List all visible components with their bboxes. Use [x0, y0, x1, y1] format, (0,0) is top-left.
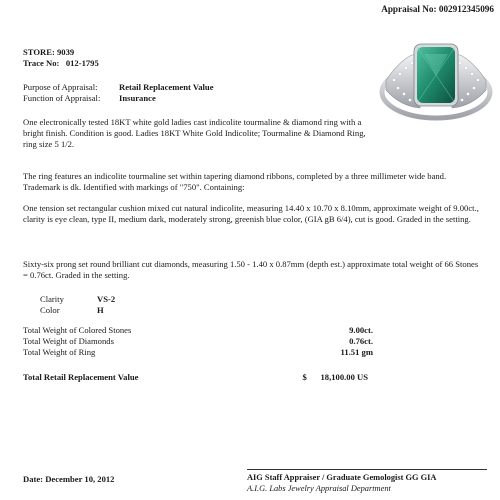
appraisal-date: Date: December 10, 2012	[23, 474, 115, 484]
weight-row	[23, 325, 373, 336]
features-paragraph: The ring features an indicolite tourmaline set within tapering diamond ribbons, completed by a three millimeter wide band. Trademark is dk. Identified with markings of "750". Containing:	[23, 171, 447, 192]
total-label: Total Retail Replacement Value	[23, 372, 139, 382]
total-currency: $	[302, 372, 307, 382]
clarity-key: Clarity	[40, 294, 64, 304]
function-key: Function of Appraisal:	[23, 93, 101, 103]
clarity-color-block	[40, 294, 115, 316]
appraiser-department: A.I.G. Labs Jewelry Appraisal Department	[247, 484, 391, 493]
weight-value: 0.76ct.	[349, 336, 373, 346]
clarity-value: VS-2	[97, 294, 116, 304]
function-row	[23, 93, 214, 104]
signature-line	[247, 469, 487, 470]
signature-block	[247, 472, 436, 494]
color-value: H	[97, 305, 104, 315]
ring-image	[376, 30, 496, 125]
purpose-row	[23, 82, 214, 93]
ring-illustration	[376, 30, 496, 125]
appraiser-title: AIG Staff Appraiser / Graduate Gemologist GG GIA	[247, 473, 437, 482]
weight-value: 11.51 gm	[340, 347, 373, 357]
weight-key: Total Weight of Diamonds	[23, 336, 114, 346]
color-row	[40, 305, 115, 316]
purpose-value: Retail Replacement Value	[119, 82, 214, 92]
purpose-key: Purpose of Appraisal:	[23, 82, 98, 92]
weight-key: Total Weight of Colored Stones	[23, 325, 132, 335]
weight-row	[23, 336, 373, 347]
purpose-block	[23, 82, 214, 104]
appraisal-number: Appraisal No: 002912345096	[381, 4, 494, 14]
total-retail-value	[23, 372, 368, 383]
diamonds-paragraph: Sixty-six prong set round brilliant cut diamonds, measuring 1.50 - 1.40 x 0.87mm (depth est.) approximate total weight of 66 Stones = 0.76ct. Graded in the setting.	[23, 259, 479, 280]
weights-table	[23, 325, 373, 358]
weight-key: Total Weight of Ring	[23, 347, 96, 357]
weight-row	[23, 347, 373, 358]
total-amount: 18,100.00 US	[320, 372, 368, 382]
function-value: Insurance	[119, 93, 156, 103]
trace-value: 012-1795	[65, 58, 99, 68]
description-paragraph: One electronically tested 18KT white gold ladies cast indicolite tourmaline & diamond ring with a bright finish. Condition is good. Ladies 18KT White Gold Indicolite; Tourmaline & Diamond Ring, ring size 5 1/2.	[23, 117, 366, 149]
trace-number	[23, 58, 99, 69]
color-key: Color	[40, 305, 60, 315]
weight-value: 9.00ct.	[349, 325, 373, 335]
store-number: STORE: 9039	[23, 47, 75, 57]
trace-label: Trace No:	[23, 58, 60, 68]
store-info	[23, 47, 99, 69]
clarity-row	[40, 294, 115, 305]
center-stone-paragraph: One tension set rectangular cushion mixed cut natural indicolite, measuring 14.40 x 10.70 x 8.10mm, approximate weight of 9.00ct., clarity is eye clean, type II, medium dark, moderately strong, greenish blue color, (GIA gB 6/4), cut is good. Graded in the setting.	[23, 203, 479, 224]
